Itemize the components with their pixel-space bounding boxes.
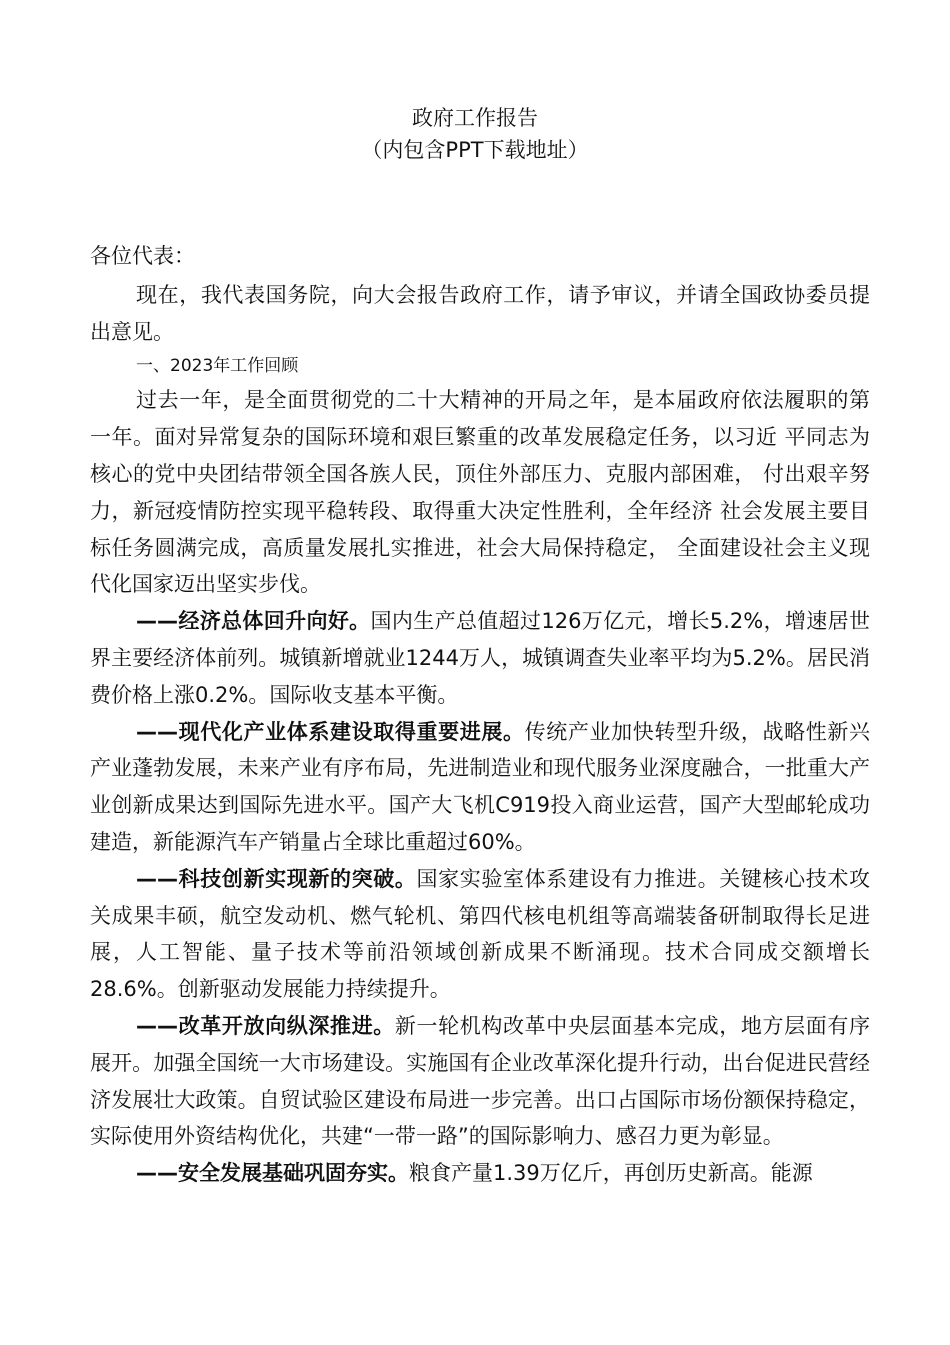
- intro-paragraph: 现在，我代表国务院，向大会报告政府工作，请予审议，并请全国政协委员提出意见。: [90, 282, 870, 344]
- point-paragraph-industry: [90, 714, 870, 861]
- point-lead: ——科技创新实现新的突破。: [136, 866, 417, 891]
- point-paragraph-economy: [90, 603, 870, 713]
- point-lead: ——现代化产业体系建设取得重要进展。: [136, 719, 525, 744]
- point-lead: ——改革开放向纵深推进。: [136, 1013, 395, 1038]
- point-text: 国家实验室体系建设有力推进。关键核心技术攻关成果丰硕，航空发动机、燃气轮机、第四代核电机组等高端装备研制取得长足进展，人工智能、量子技术等前沿领域创新成果不断涌现。技术合同成交额增长28.6%。创新驱动发展能力持续提升。: [90, 866, 870, 1002]
- point-text: 新一轮机构改革中央层面基本完成，地方层面有序展开。加强全国统一大市场建设。实施国有企业改革深化提升行动，出台促进民营经济发展壮大政策。自贸试验区建设布局进一步完善。出口占国际市场份额保持稳定，实际使用外资结构优化，共建“一带一路”的国际影响力、感召力更为彰显。: [90, 1013, 870, 1149]
- document-body: [90, 238, 870, 1192]
- point-text: 粮食产量1.39万亿斤，再创历史新高。能源: [409, 1161, 813, 1186]
- title-block: [0, 102, 950, 166]
- point-text: 传统产业加快转型升级，战略性新兴产业蓬勃发展，未来产业有序布局，先进制造业和现代服务业深度融合，一批重大产业创新成果达到国际先进水平。国产大飞机C919投入商业运营，国产大型邮轮成功建造，新能源汽车产销量占全球比重超过60%。: [90, 719, 870, 854]
- document-subtitle: （内包含PPT下载地址）: [361, 138, 589, 162]
- section-heading: 一、2023年工作回顾: [136, 356, 299, 377]
- point-text: 国内生产总值超过126万亿元，增长5.2%，增速居世界主要经济体前列。城镇新增就业1244万人，城镇调查失业率平均为5.2%。居民消费价格上涨0.2%。国际收支基本平衡。: [90, 609, 871, 707]
- document-title: 政府工作报告: [412, 106, 538, 130]
- point-lead: ——安全发展基础巩固夯实。: [136, 1161, 409, 1186]
- salutation: 各位代表：: [90, 244, 195, 268]
- point-paragraph-security: [90, 1155, 870, 1192]
- point-lead: ——经济总体回升向好。: [136, 609, 371, 634]
- point-paragraph-reform: [90, 1008, 870, 1155]
- point-paragraph-technology: [90, 861, 870, 1008]
- review-paragraph: 过去一年，是全面贯彻党的二十大精神的开局之年，是本届政府依法履职的第一年。面对异常复杂的国际环境和艰巨繁重的改革发展稳定任务，以习近 平同志为核心的党中央团结带领全国各族人民，顶住外部压力、克服内部困难， 付出艰辛努力，新冠疫情防控实现平稳转段、取得重大决定性胜利，全年经济 社会发展主要目标任务圆满完成，高质量发展扎实推进，社会大局保持稳定， 全面建设社会主义现代化国家迈出坚实步伐。: [90, 388, 870, 597]
